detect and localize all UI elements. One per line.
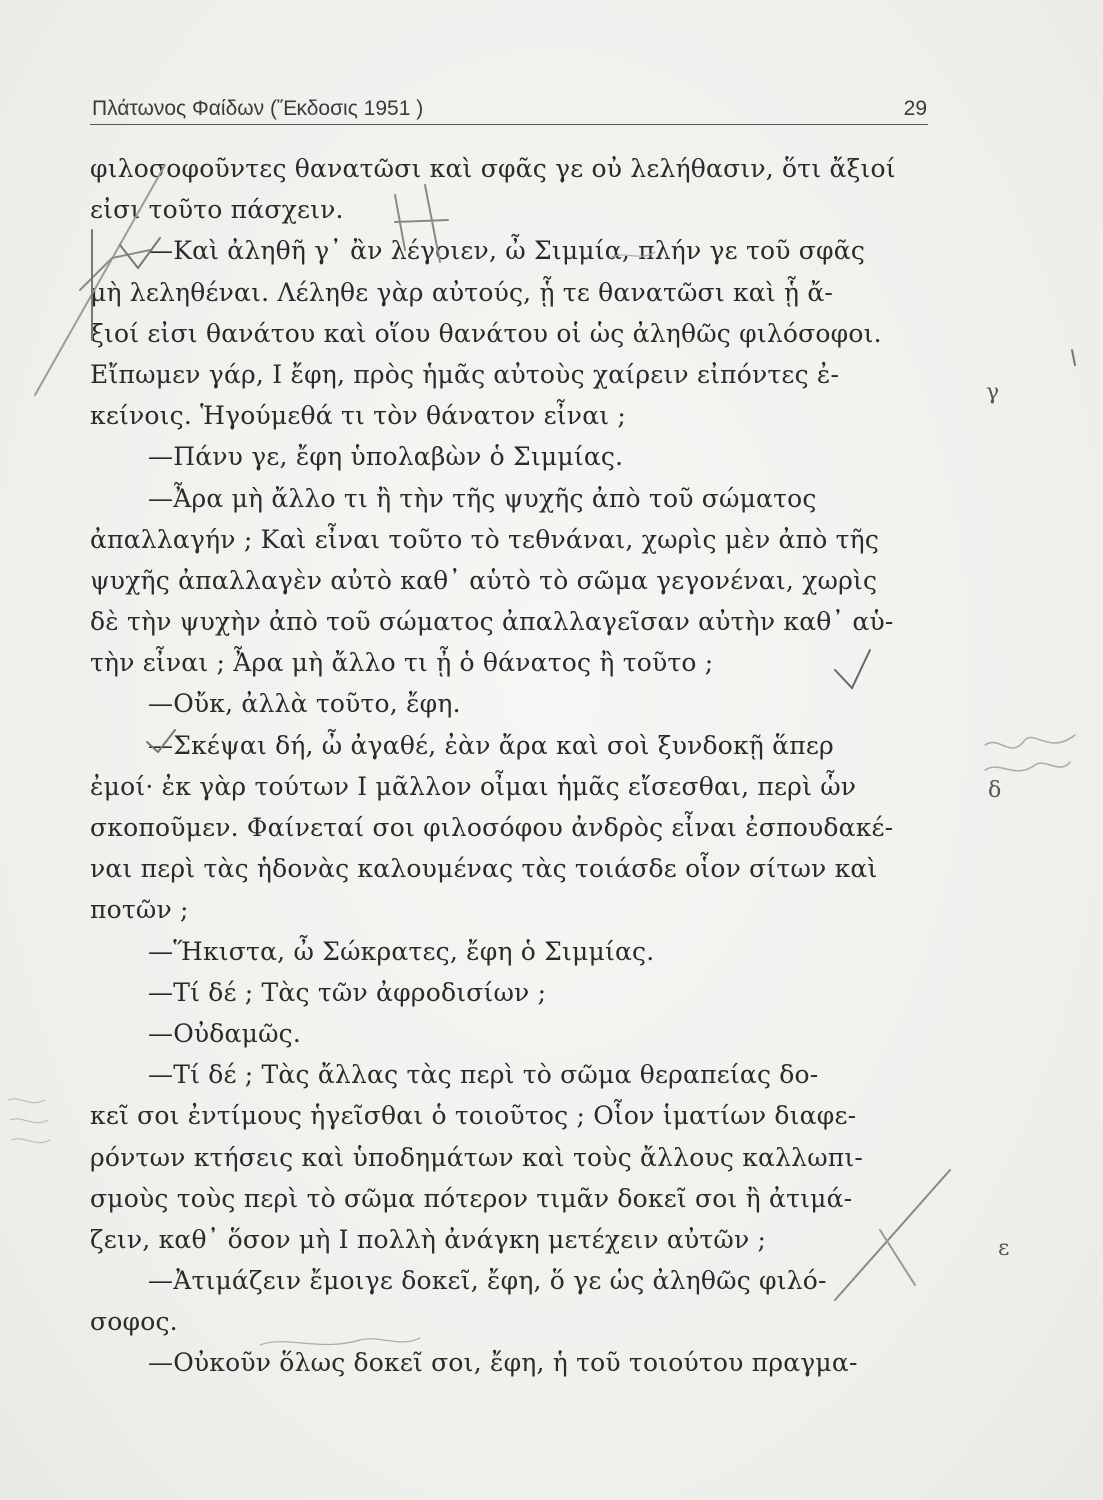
text-line: ποτῶν ; [90, 895, 189, 925]
text-line: σκοποῦμεν. Φαίνεταί σοι φιλοσόφου ἀνδρὸς εἶναι ἐσπουδακέ- [90, 813, 894, 842]
text-line: Εἴπωμεν γάρ, Ι ἔφη, πρὸς ἡμᾶς αὐτοὺς χαίρειν εἰπόντες ἐ- [90, 359, 840, 389]
text-line: ψυχῆς ἀπαλλαγὲν αὐτὸ καθ᾽ αὑτὸ τὸ σῶμα γεγονέναι, χωρὶς [90, 565, 878, 595]
text-line: —Οὐδαμῶς. [148, 1018, 302, 1048]
text-line: —Πάνυ γε, ἔφη ὑπολαβὼν ὁ Σιμμίας. [148, 442, 624, 472]
text-line: κείνοις. Ἡγούμεθά τι τὸν θάνατον εἶναι ; [90, 401, 627, 431]
text-line: ἐμοί· ἐκ γὰρ τούτων Ι μᾶλλον οἶμαι ἡμᾶς εἴσεσθαι, περὶ ὧν [90, 771, 857, 801]
text-line: —Σκέψαι δή, ὦ ἀγαθέ, ἐὰν ἄρα καὶ σοὶ ξυνδοκῇ ἅπερ [148, 730, 834, 760]
text-line: —Τί δέ ; Τὰς τῶν ἀφροδισίων ; [148, 977, 547, 1007]
text-line: —Ἀτιμάζειν ἔμοιγε δοκεῖ, ἔφη, ὅ γε ὡς ἀληθῶς φιλό- [148, 1266, 827, 1296]
margin-letter-third: ε [998, 1236, 1010, 1261]
text-line: —Οὔκ, ἀλλὰ τοῦτο, ἔφη. [148, 689, 461, 719]
text-line: ξιοί εἰσι θανάτου καὶ οἵου θανάτου οἱ ὡς ἀληθῶς φιλόσοφοι. [90, 318, 882, 348]
body-text [90, 148, 940, 1384]
text-line: —Ἥκιστα, ὦ Σώκρατες, ἔφη ὁ Σιμμίας. [148, 936, 655, 966]
text-line: ναι περὶ τὰς ἡδονὰς καλουμένας τὰς τοιάσδε οἷον σίτων καὶ [90, 854, 878, 884]
text-line: κεῖ σοι ἐντίμους ἡγεῖσθαι ὁ τοιοῦτος ; Οἷον ἱματίων διαφε- [90, 1101, 857, 1131]
margin-letter-second: δ [988, 778, 1002, 803]
running-head [92, 85, 927, 121]
text-line: φιλοσοφοῦντες θανατῶσι καὶ σφᾶς γε οὐ λελήθασιν, ὅτι ἄξιοί [90, 154, 896, 183]
text-line: ρόντων κτήσεις καὶ ὑποδημάτων καὶ τοὺς ἄλλους καλλωπι- [90, 1142, 864, 1172]
text-line: —Τί δέ ; Τὰς ἄλλας τὰς περὶ τὸ σῶμα θεραπείας δο- [148, 1060, 819, 1090]
text-line: ζειν, καθ᾽ ὅσον μὴ Ι πολλὴ ἀνάγκη μετέχειν αὐτῶν ; [90, 1224, 767, 1254]
text-line: δὲ τὴν ψυχὴν ἀπὸ τοῦ σώματος ἀπαλλαγεῖσαν αὐτὴν καθ᾽ αὑ- [90, 607, 894, 637]
text-line: —Οὐκοῦν ὅλως δοκεῖ σοι, ἔφη, ἡ τοῦ τοιούτου πραγμα- [148, 1348, 858, 1378]
text-line: —Ἆρα μὴ ἄλλο τι ἢ τὴν τῆς ψυχῆς ἀπὸ τοῦ σώματος [148, 483, 817, 513]
text-line: σοφος. [90, 1307, 178, 1337]
text-line: τὴν εἶναι ; Ἆρα μὴ ἄλλο τι ᾖ ὁ θάνατος ἢ τοῦτο ; [90, 648, 714, 678]
margin-letter-first: γ [986, 380, 1000, 405]
text-line: —Καὶ ἀληθῆ γ᾽ ἂν λέγοιεν, ὦ Σιμμία, πλήν γε τοῦ σφᾶς [148, 236, 866, 266]
text-line: μὴ λεληθέναι. Λέληθε γὰρ αὐτούς, ᾗ τε θανατῶσι καὶ ᾗ ἄ- [90, 277, 834, 307]
running-head-title: Πλάτωνος Φαίδων (Ἔκδοσις 1951 ) [92, 97, 424, 120]
text-line: ἀπαλλαγήν ; Καὶ εἶναι τοῦτο τὸ τεθνάναι, χωρὶς μὲν ἀπὸ τῆς [90, 524, 880, 554]
text-line: σμοὺς τοὺς περὶ τὸ σῶμα πότερον τιμᾶν δοκεῖ σοι ἢ ἀτιμά- [90, 1183, 853, 1213]
text-line: εἰσι τοῦτο πάσχειν. [90, 195, 344, 225]
header-rule [90, 124, 928, 125]
page-number: 29 [903, 97, 927, 120]
